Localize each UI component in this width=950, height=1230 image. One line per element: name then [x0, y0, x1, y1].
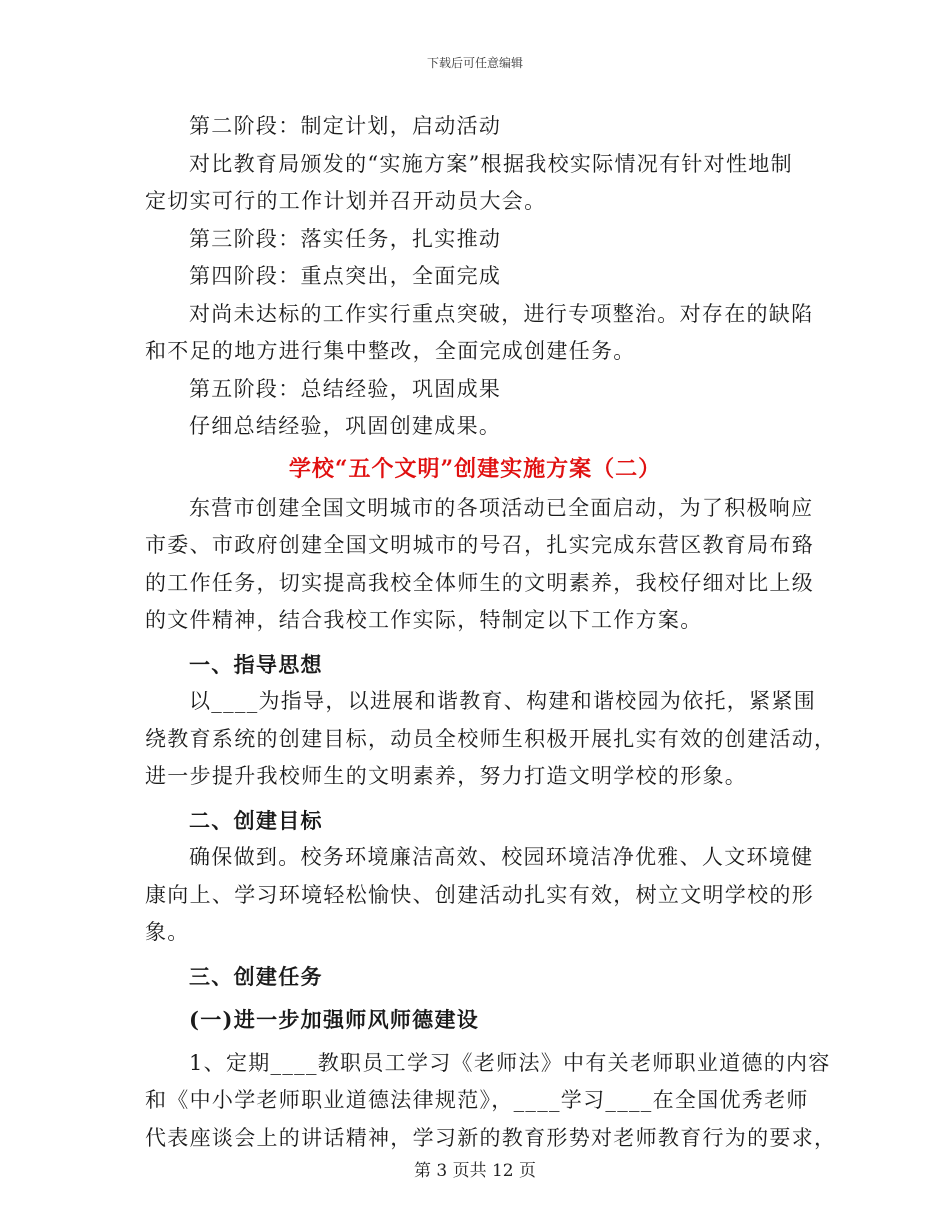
paragraph-line: 对比教育局颁发的“实施方案”根据我校实际情况有针对性地制 [189, 151, 793, 176]
stage-three-heading: 第三阶段：落实任务，扎实推动 [189, 226, 502, 251]
paragraph-line: 进一步提升我校师生的文明素养，努力打造文明学校的形象。 [145, 764, 748, 788]
paragraph-line: 定切实可行的工作计划并召开动员大会。 [145, 189, 547, 213]
document-body [145, 108, 837, 1157]
stage-five-heading: 第五阶段：总结经验，巩固成果 [189, 376, 502, 401]
paragraph-line: 1、定期____教职员工学习《老师法》中有关老师职业道德的内容 [189, 1050, 831, 1075]
paragraph-line: 以____为指导，以进展和谐教育、构建和谐校园为依托，紧紧围 [189, 689, 816, 713]
paragraph-line: 和《中小学老师职业道德法律规范》，____学习____在全国优秀老师 [145, 1088, 809, 1112]
paragraph-line: 代表座谈会上的讲话精神，学习新的教育形势对老师教育行为的要求， [145, 1125, 837, 1150]
paragraph-line: 和不足的地方进行集中整改，全面完成创建任务。 [145, 339, 636, 363]
paragraph-line: 康向上、学习环境轻松愉快、创建活动扎实有效，树立文明学校的形 [145, 882, 814, 907]
paragraph-line: 仔细总结经验，巩固创建成果。 [189, 414, 502, 438]
paragraph-line: 绕教育系统的创建目标，动员全校师生积极开展扎实有效的创建活动， [145, 726, 837, 751]
heading-guiding-ideology: 一、指导思想 [189, 651, 323, 677]
paragraph-line: 对尚未达标的工作实行重点突破，进行专项整治。对存在的缺陷 [189, 301, 814, 326]
section-title: 学校“五个文明”创建实施方案（二） [288, 455, 662, 482]
paragraph-line: 的工作任务，切实提高我校全体师生的文明素养，我校仔细对比上级 [145, 570, 814, 595]
subheading-teacher-ethics: (一)进一步加强师风师德建设 [189, 1007, 480, 1032]
heading-creation-tasks: 三、创建任务 [189, 963, 323, 989]
page-footer: 第 3 页共 12 页 [413, 1161, 537, 1181]
page-header: 下载后可任意编辑 [426, 56, 523, 70]
paragraph-line: 象。 [145, 920, 190, 944]
heading-creation-goals: 二、创建目标 [189, 807, 323, 833]
stage-two-heading: 第二阶段：制定计划，启动活动 [189, 114, 502, 138]
stage-four-heading: 第四阶段：重点突出，全面完成 [189, 264, 502, 288]
paragraph-line: 东营市创建全国文明城市的各项活动已全面启动，为了积极响应 [189, 495, 814, 520]
paragraph-line: 的文件精神，结合我校工作实际，特制定以下工作方案。 [145, 608, 703, 632]
paragraph-line: 市委、市政府创建全国文明城市的号召，扎实完成东营区教育局布臵 [145, 533, 814, 557]
paragraph-line: 确保做到。校务环境廉洁高效、校园环境洁净优雅、人文环境健 [189, 845, 814, 869]
